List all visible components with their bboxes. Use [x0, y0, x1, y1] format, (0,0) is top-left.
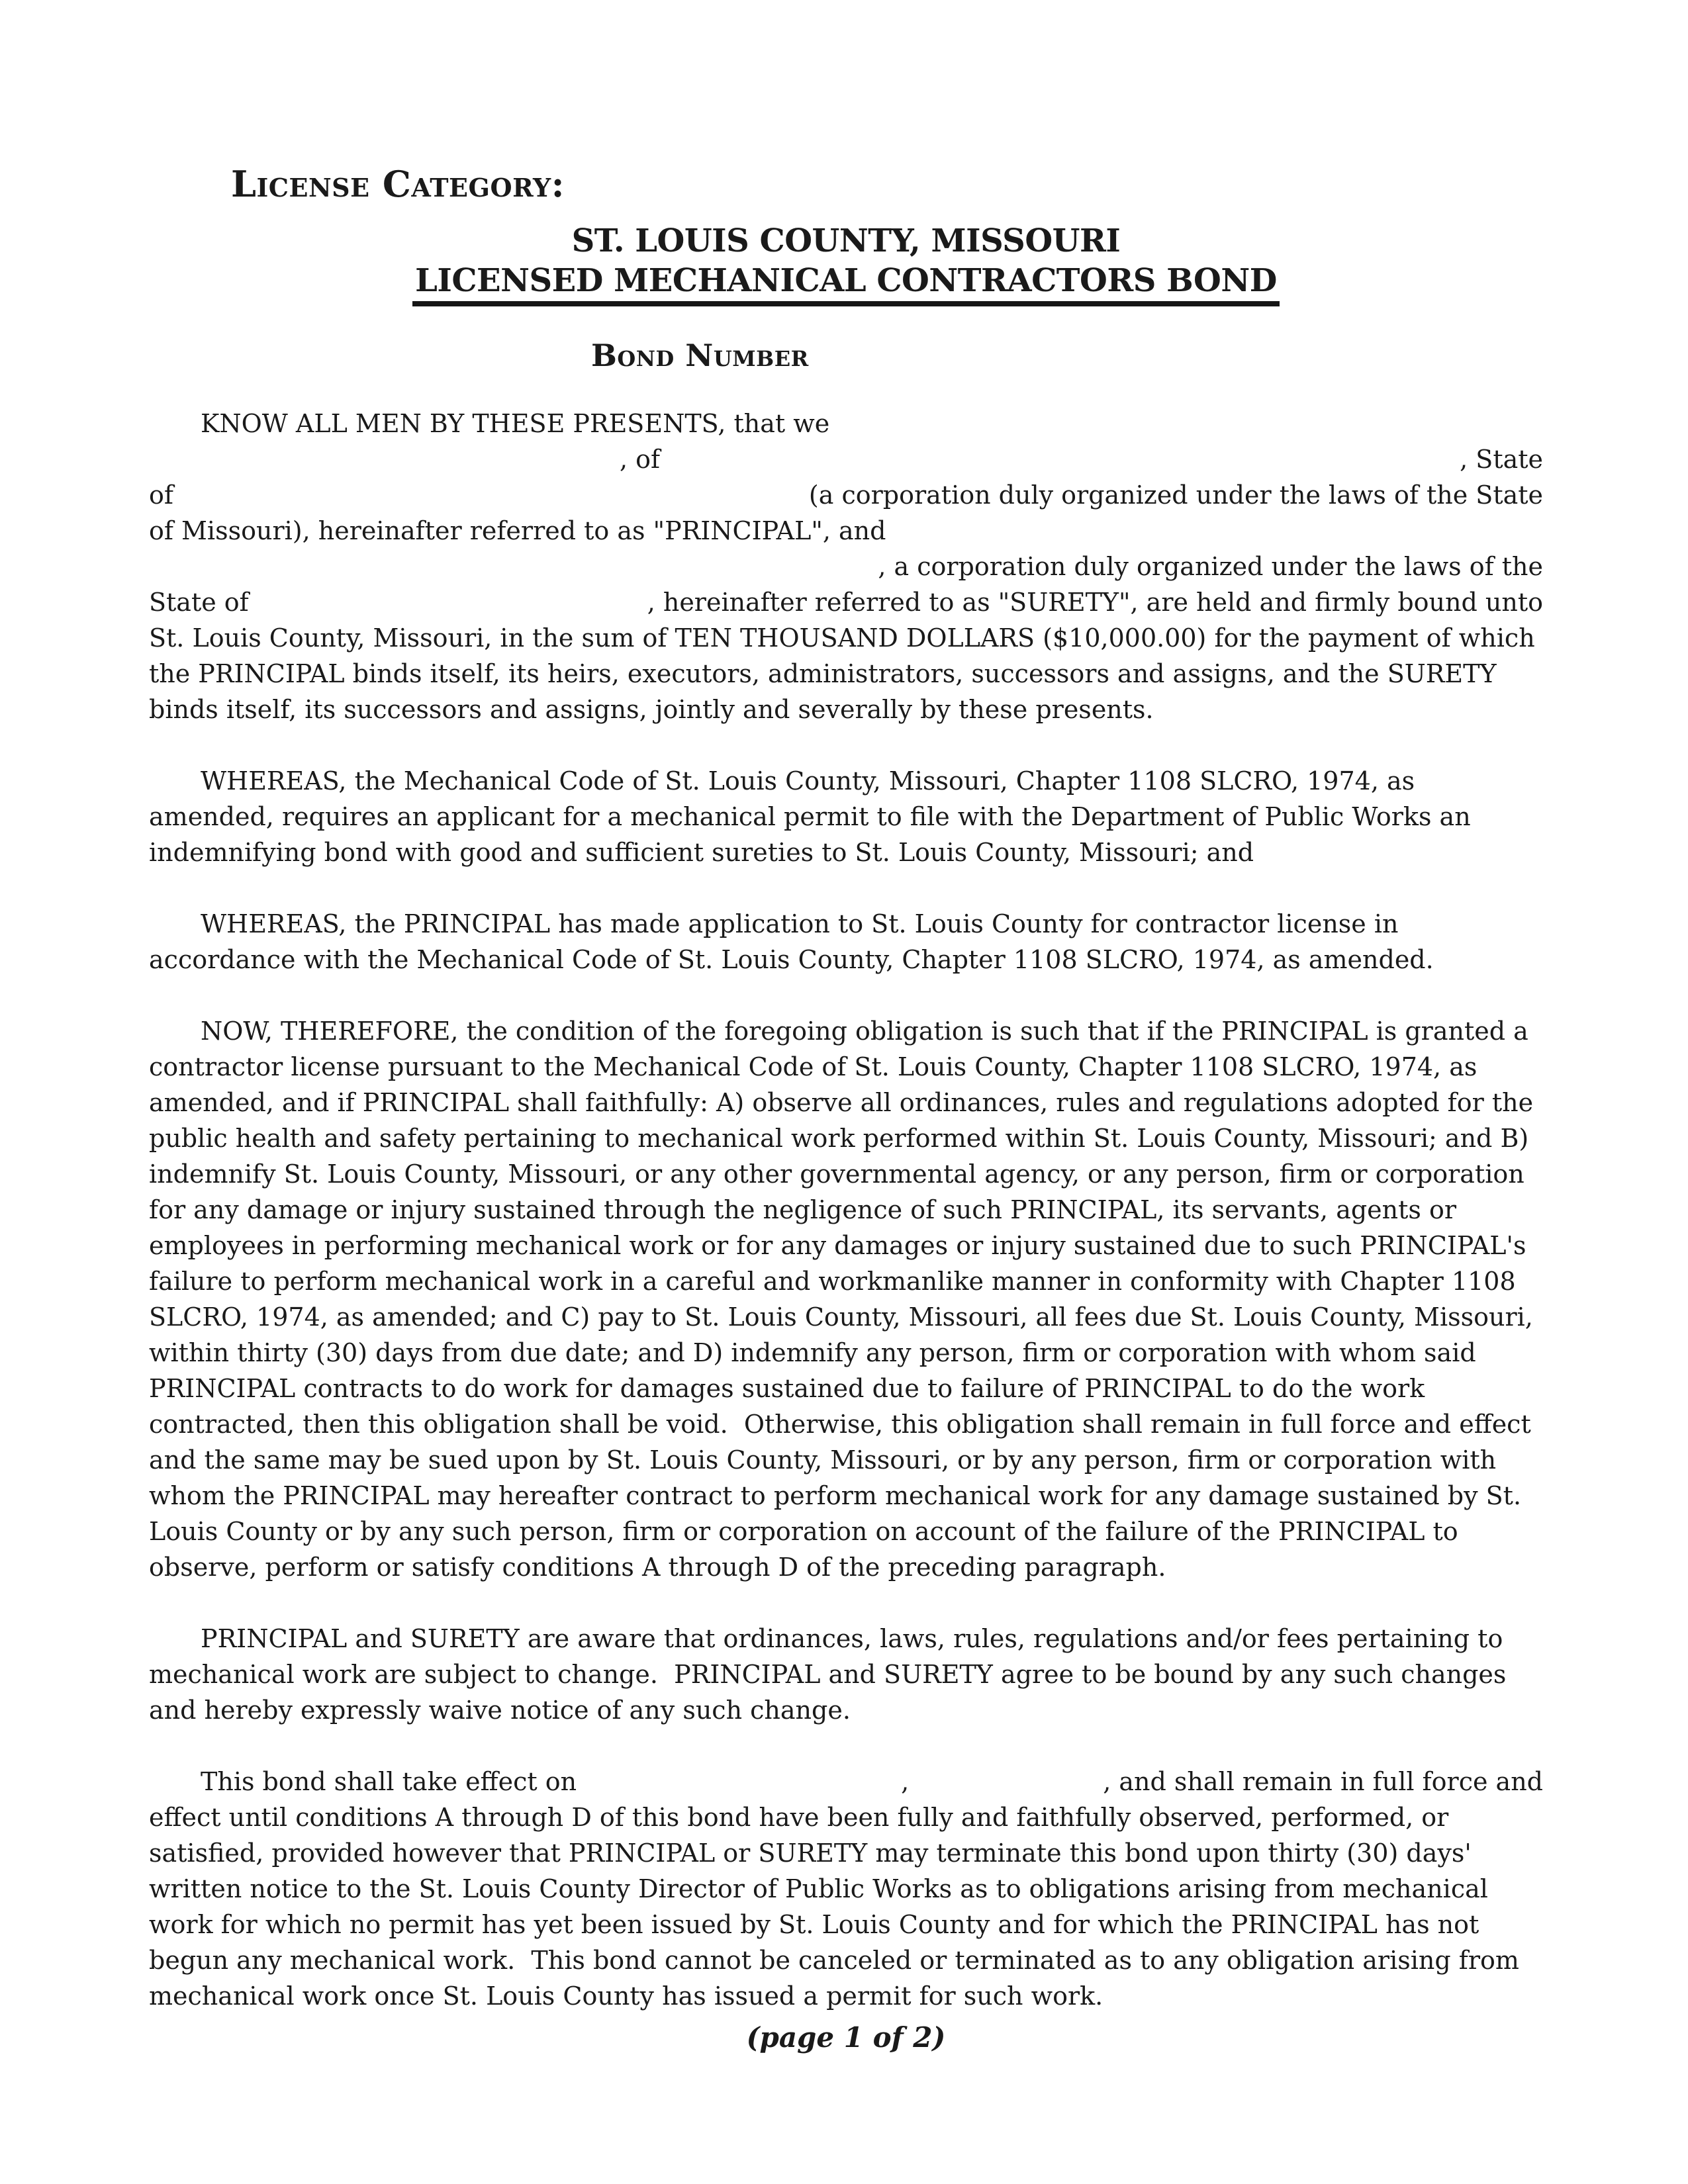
- bond-number-label: Bond Number: [591, 338, 809, 373]
- title-line-2: [149, 261, 1543, 306]
- text-segment: ,: [901, 1767, 910, 1796]
- text-segment: , a corporation duly organized under the laws of the: [878, 552, 1543, 581]
- text-segment: This bond shall take effect on: [201, 1767, 577, 1796]
- p1-line4: of Missouri), hereinafter referred to as "PRINCIPAL", and: [149, 516, 886, 545]
- text-segment: , and shall remain in full force and: [1103, 1767, 1543, 1796]
- text-segment: (a corporation duly organized under the laws of the State: [808, 480, 1543, 510]
- p1-line5: [149, 549, 1543, 584]
- page-number-indicator: (page 1 of 2): [746, 2021, 946, 2054]
- p6-line1: [149, 1764, 1543, 1799]
- text-segment: of: [149, 480, 173, 510]
- p6-continuation: effect until conditions A through D of this bond have been fully and faithfully observed, performed, or satisfied, provided however that PRINCIPAL or SURETY may terminate this bond upon thirty (30) days' written notice to the St. Louis County Director of Public Works as to obligations arising from mechanical work for which no permit has yet been issued by St. Louis County and for which the PRINCIPAL has not begun any mechanical work. This bond cannot be canceled or terminated as to any obligation arising from mechanical work once St. Louis County has issued a permit for such work.: [149, 1803, 1528, 2011]
- paragraph-change-notice: PRINCIPAL and SURETY are aware that ordinances, laws, rules, regulations and/or fees pertaining to mechanical work are subject to change. PRINCIPAL and SURETY agree to be bound by any such changes and hereby expressly waive notice of any such change.: [149, 1624, 1515, 1725]
- p1-line6: [149, 584, 1543, 620]
- text-segment: , hereinafter referred to as "SURETY", are held and firmly bound unto: [647, 588, 1543, 617]
- document-body: [149, 406, 1543, 2014]
- text-segment: , State: [1460, 445, 1543, 474]
- p1-line3: [149, 477, 1543, 513]
- paragraph-effective-date: [149, 1764, 1543, 2014]
- license-category-label: License Category:: [231, 163, 565, 205]
- paragraph-now-therefore: NOW, THEREFORE, the condition of the foregoing obligation is such that if the PRINCIPAL is granted a contractor license pursuant to the Mechanical Code of St. Louis County, Chapter 1108 SLCRO, 1974, as amended, and if PRINCIPAL shall faithfully: A) observe all ordinances, rules and regulations adopted for the public health and safety pertaining to mechanical work performed within St. Louis County, Missouri; and B) indemnify St. Louis County, Missouri, or any other governmental agency, or any person, firm or corporation for any damage or injury sustained through the negligence of such PRINCIPAL, its servants, agents or employees in performing mechanical work or for any damages or injury sustained due to such PRINCIPAL's failure to perform mechanical work in a careful and workmanlike manner in conformity with Chapter 1108 SLCRO, 1974, as amended; and C) pay to St. Louis County, Missouri, all fees due St. Louis County, Missouri, within thirty (30) days from due date; and D) indemnify any person, firm or corporation with whom said PRINCIPAL contracts to do work for damages sustained due to failure of PRINCIPAL to do the work contracted, then this obligation shall be void. Otherwise, this obligation shall remain in full force and effect and the same may be sued upon by St. Louis County, Missouri, or by any person, firm or corporation with whom the PRINCIPAL may hereafter contract to perform mechanical work for any damage sustained by St. Louis County or by any such person, firm or corporation on account of the failure of the PRINCIPAL to observe, perform or satisfy conditions A through D of the preceding paragraph.: [149, 1017, 1542, 1582]
- paragraph-whereas-mechanical-code: WHEREAS, the Mechanical Code of St. Louis County, Missouri, Chapter 1108 SLCRO, 1974, as amended, requires an applicant for a mechanical permit to file with the Department of Public Works an indemnifying bond with good and sufficient sureties to St. Louis County, Missouri; and: [149, 766, 1479, 867]
- paragraph-whereas-application: WHEREAS, the PRINCIPAL has made application to St. Louis County for contractor license in accordance with the Mechanical Code of St. Louis County, Chapter 1108 SLCRO, 1974, as amended.: [149, 909, 1434, 974]
- p1-line2: [149, 441, 1543, 477]
- title-line-1: ST. LOUIS COUNTY, MISSOURI: [571, 222, 1121, 259]
- p1-continuation: St. Louis County, Missouri, in the sum of TEN THOUSAND DOLLARS ($10,000.00) for the payment of which the PRINCIPAL binds itself, its heirs, executors, administrators, successors and assigns, and the SURETY binds itself, its successors and assigns, jointly and severally by these presents.: [149, 623, 1543, 724]
- title-line-2-text: LICENSED MECHANICAL CONTRACTORS BOND: [412, 263, 1280, 306]
- p1-line1: KNOW ALL MEN BY THESE PRESENTS, that we: [201, 409, 830, 438]
- document-title: [149, 221, 1543, 306]
- text-segment: , of: [620, 445, 661, 474]
- paragraph-opening: [149, 406, 1543, 727]
- text-segment: State of: [149, 588, 249, 617]
